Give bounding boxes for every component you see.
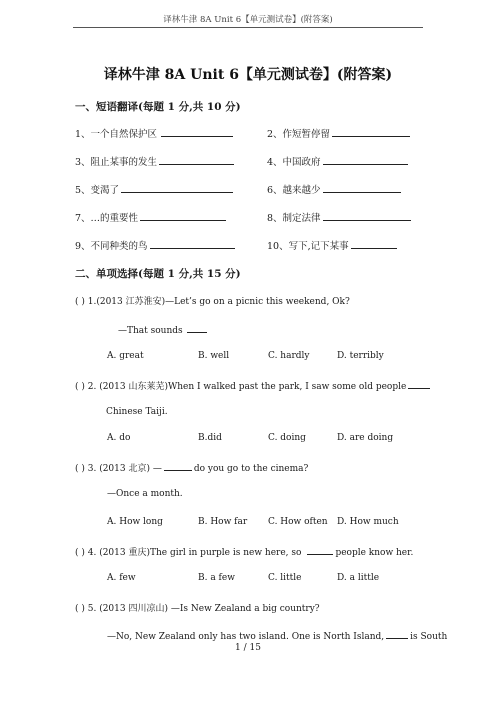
question-1-option-b: B. well (198, 351, 230, 361)
header-divider (73, 27, 423, 28)
phrase-item-9: 9、不同种类的鸟 (75, 238, 235, 252)
question-4-option-d: D. a little (337, 573, 380, 583)
question-5-stem: ( ) 5. (2013 四川凉山) —Is New Zealand a big country? (75, 604, 320, 614)
phrase-item-8: 8、制定法律 (267, 210, 411, 224)
question-3-option-a: A. How long (107, 517, 163, 527)
section2-heading: 二、单项选择(每题 1 分,共 15 分) (75, 268, 241, 280)
phrase-item-1: 1、一个自然保护区 (75, 126, 233, 140)
question-3-stem: ( ) 3. (2013 北京) — do you go to the cinema? (75, 461, 308, 474)
phrase-item-3: 3、阻止某事的发生 (75, 154, 234, 168)
question-2-continuation: Chinese Taiji. (106, 407, 168, 417)
phrase-item-5: 5、变渴了 (75, 182, 233, 196)
question-4-option-c: C. little (268, 573, 302, 583)
phrase-item-4: 4、中国政府 (267, 154, 408, 168)
phrase-item-6: 6、越来越少 (267, 182, 401, 196)
question-2-option-a: A. do (107, 433, 131, 443)
question-2-stem: ( ) 2. (2013 山东莱芜)When I walked past the park, I saw some old people (75, 379, 430, 392)
phrase-item-10: 10、写下,记下某事 (267, 238, 397, 252)
question-4-option-a: A. few (107, 573, 136, 583)
question-5-continuation: —No, New Zealand only has two island. One is North Island, is South (107, 629, 447, 642)
question-4-option-b: B. a few (198, 573, 235, 583)
question-3-option-d: D. How much (337, 517, 399, 527)
question-1-option-a: A. great (107, 351, 144, 361)
phrase-item-2: 2、作短暂停留 (267, 126, 410, 140)
question-3-option-b: B. How far (198, 517, 248, 527)
phrase-item-7: 7、…的重要性 (75, 210, 226, 224)
question-1-continuation: —That sounds (118, 323, 207, 336)
section1-heading: 一、短语翻译(每题 1 分,共 10 分) (75, 101, 241, 113)
question-2-option-d: D. are doing (337, 433, 394, 443)
question-1-stem: ( ) 1.(2013 江苏淮安)—Let’s go on a picnic this weekend, Ok? (75, 297, 350, 307)
question-3-continuation: —Once a month. (107, 489, 183, 499)
question-1-option-d: D. terribly (337, 351, 384, 361)
question-3-option-c: C. How often (268, 517, 328, 527)
document-title: 译林牛津 8A Unit 6【单元测试卷】(附答案) (103, 67, 393, 83)
page-header: 译林牛津 8A Unit 6【单元测试卷】(附答案) (163, 15, 333, 25)
page-number: 1 / 15 (235, 643, 261, 653)
question-2-option-c: C. doing (268, 433, 306, 443)
question-4-stem: ( ) 4. (2013 重庆)The girl in purple is new here, so people know her. (75, 545, 413, 558)
question-2-option-b: B.did (198, 433, 222, 443)
question-1-option-c: C. hardly (268, 351, 310, 361)
